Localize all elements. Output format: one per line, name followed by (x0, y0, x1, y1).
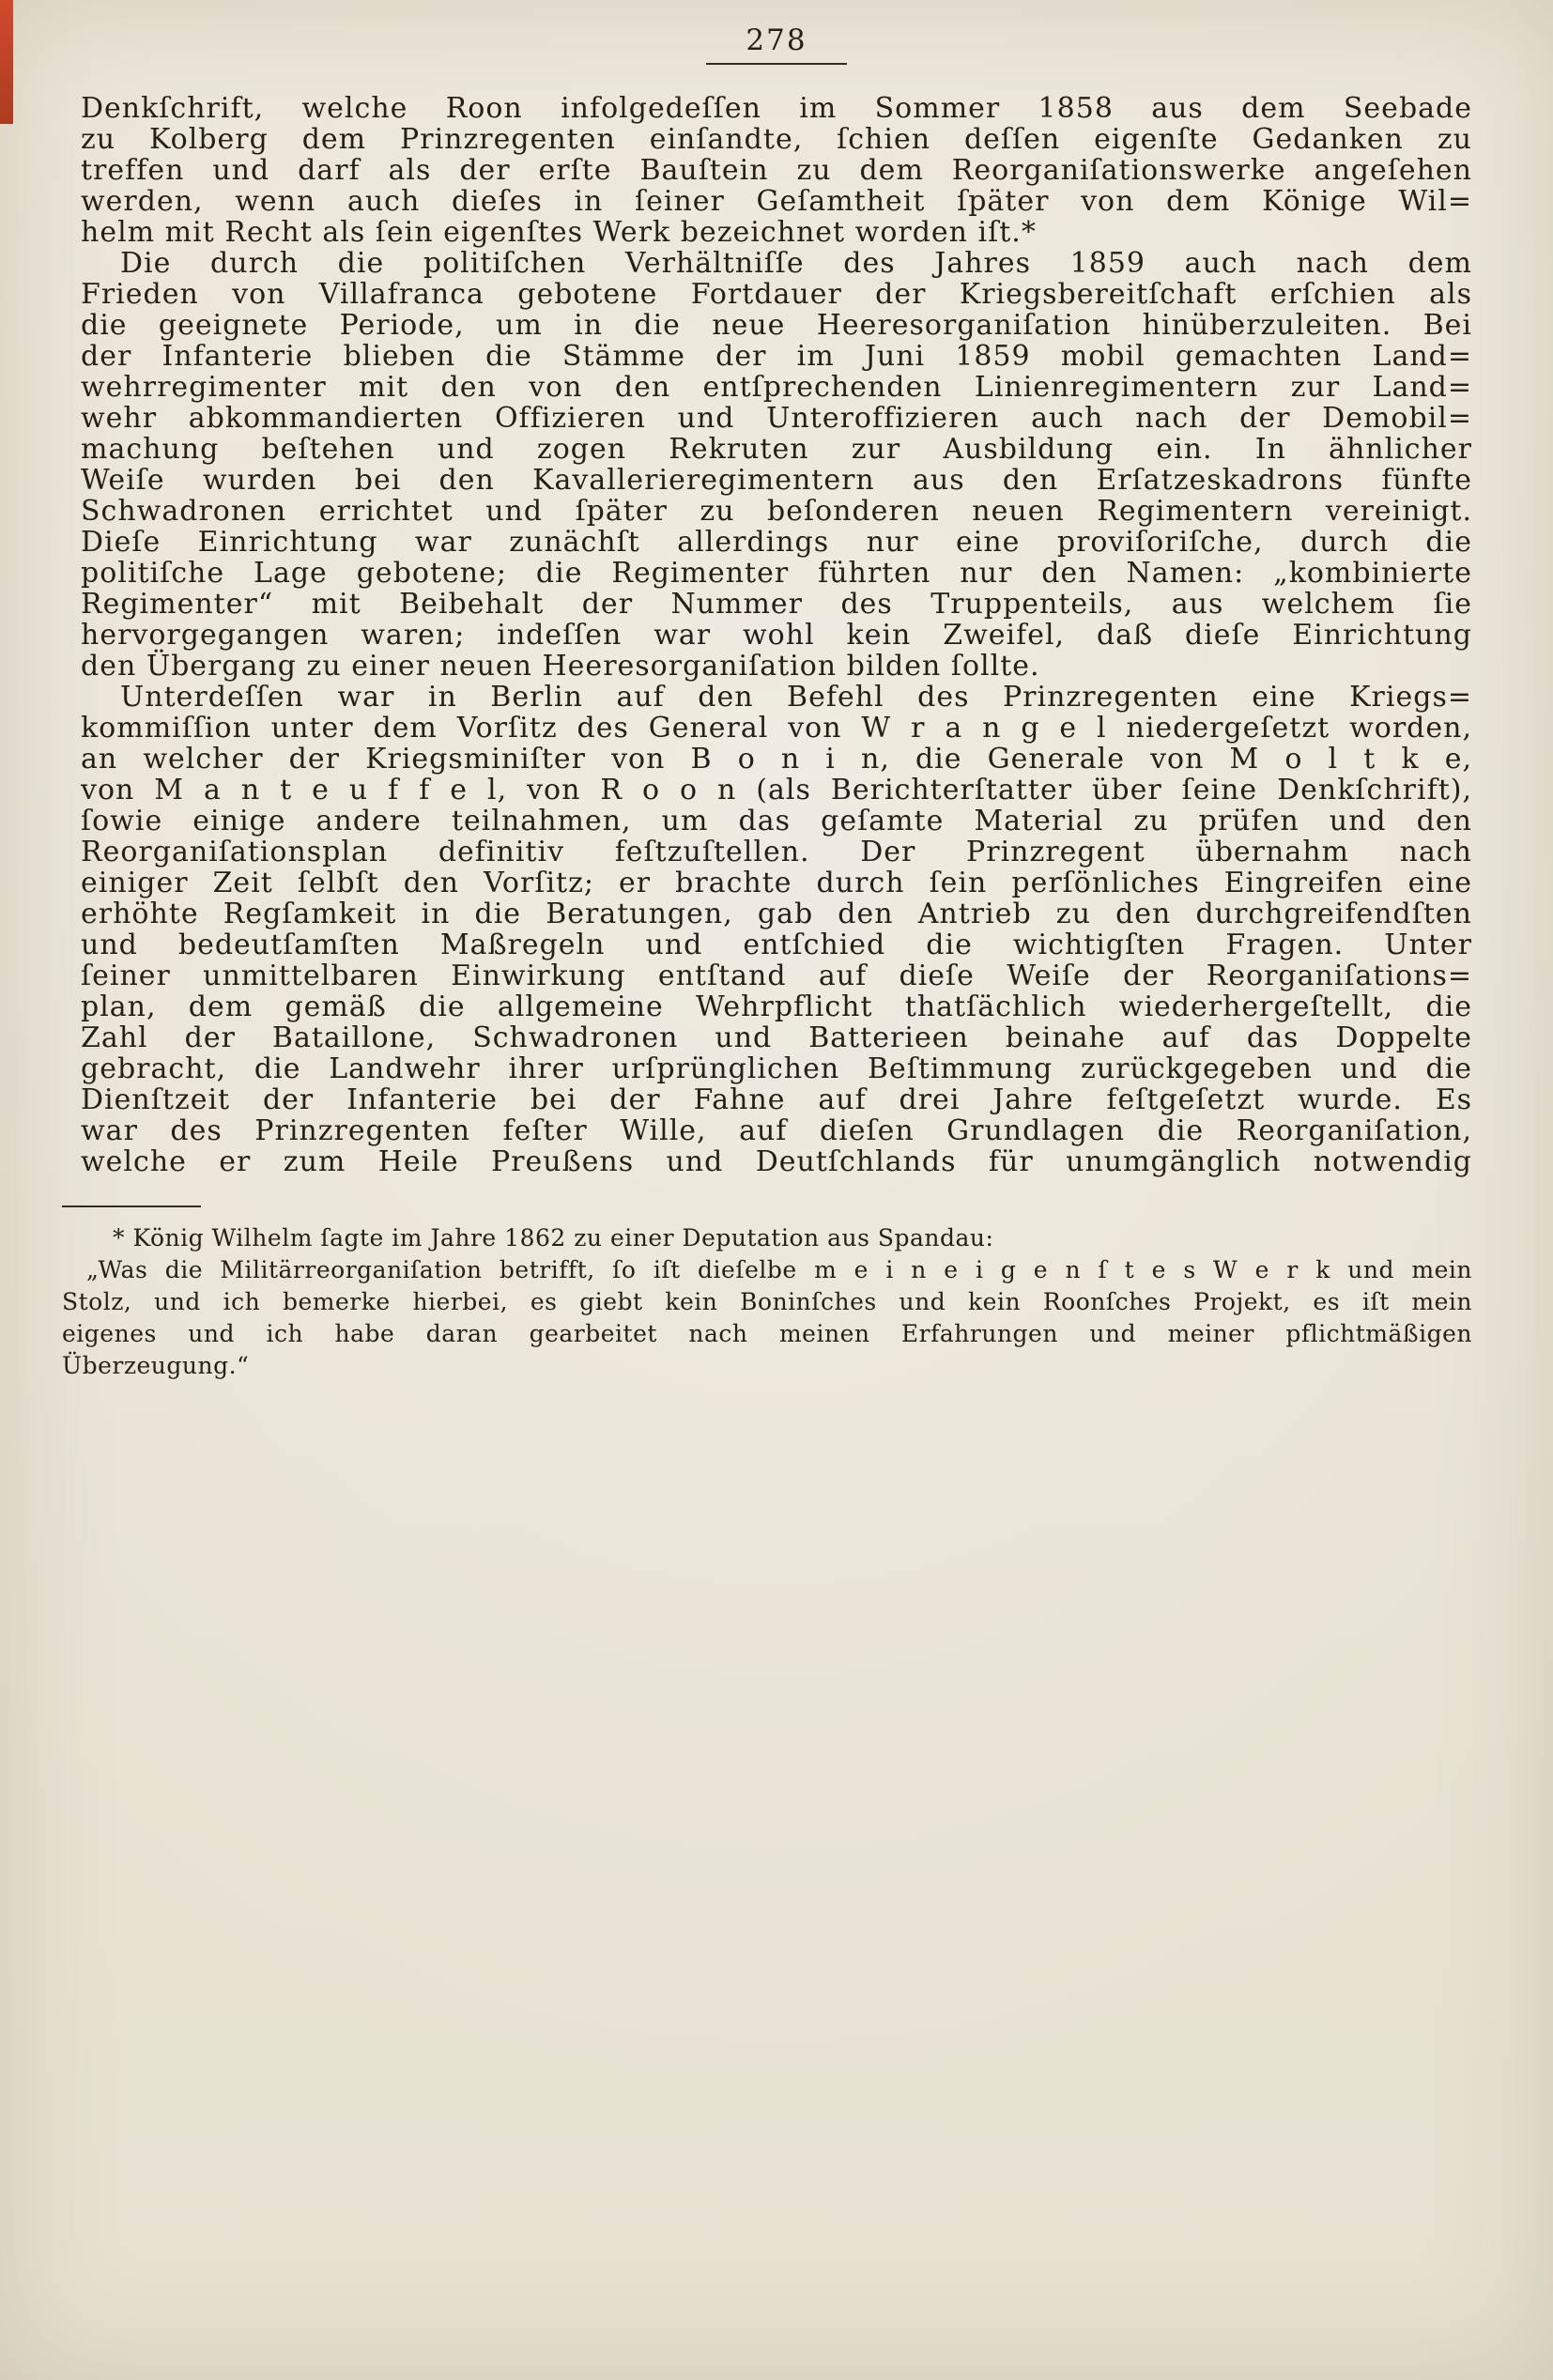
text-line: helm mit Recht als ſein eigenſtes Werk bezeichnet worden iſt.* (81, 216, 1037, 249)
scan-edge-mark (0, 0, 13, 124)
text-line: von M a n t e u f f e l, von R o o n (als Berichterſtatter über ſeine Denkſchrift), (81, 774, 1472, 806)
text-line: Denkſchrift, welche Roon infolgedeſſen im Sommer 1858 aus dem Seebade (81, 92, 1472, 125)
text-line: kommiſſion unter dem Vorſitz des General von W r a n g e l niedergeſetzt worden, (81, 712, 1472, 745)
footnote-line: Stolz, und ich bemerke hierbei, es giebt kein Boninſches und kein Roonſches Projekt, es iſt mein (62, 1288, 1472, 1315)
text-line: die geeignete Periode, um in die neue Heeresorganiſation hinüberzuleiten. Bei (81, 309, 1472, 342)
text-line: Unterdeſſen war in Berlin auf den Befehl des Prinzregenten eine Kriegs= (120, 681, 1472, 714)
page-header (0, 0, 1553, 65)
text-line: hervorgegangen waren; indeſſen war wohl kein Zweifel, daß dieſe Einrichtung (81, 619, 1472, 652)
paragraph-2 (81, 248, 1472, 682)
text-line: wehrregimenter mit den von den entſprechenden Linienregimentern zur Land= (81, 371, 1472, 404)
text-line: war des Prinzregenten feſter Wille, auf dieſen Grundlagen die Reorganiſation, (81, 1114, 1472, 1147)
text-line: Dienſtzeit der Infanterie bei der Fahne auf drei Jahre feſtgeſetzt wurde. Es (81, 1083, 1472, 1116)
footnote-paragraph-1 (62, 1222, 1472, 1254)
paragraph-1 (81, 93, 1472, 248)
footnote-line: * König Wilhelm ſagte im Jahre 1862 zu einer Deputation aus Spandau: (113, 1224, 994, 1251)
text-line: Frieden von Villafranca gebotene Fortdauer der Kriegsbereitſchaft erſchien als (81, 278, 1472, 311)
text-line: Schwadronen errichtet und ſpäter zu beſonderen neuen Regimentern vereinigt. (81, 495, 1472, 528)
text-line: Weiſe wurden bei den Kavallerieregimentern aus den Erſatzeskadrons fünfte (81, 464, 1472, 497)
text-line: zu Kolberg dem Prinzregenten einſandte, ſchien deſſen eigenſte Gedanken zu (81, 123, 1472, 156)
footnote-paragraph-2 (62, 1254, 1472, 1382)
footnote-separator-rule (62, 1205, 201, 1207)
text-line: Die durch die politiſchen Verhältniſſe des Jahres 1859 auch nach dem (120, 247, 1472, 280)
footnote-line: eigenes und ich habe daran gearbeitet nach meinen Erfahrungen und meiner pflichtmäßigen (62, 1320, 1472, 1347)
page-number-rule (706, 63, 847, 65)
text-line: treffen und darf als der erſte Bauſtein zu dem Reorganiſationswerke angeſehen (81, 154, 1472, 187)
text-line: der Infanterie blieben die Stämme der im Juni 1859 mobil gemachten Land= (81, 340, 1472, 373)
text-line: wehr abkommandierten Offizieren und Unteroffizieren auch nach der Demobil= (81, 402, 1472, 435)
footnote-line: „Was die Militärreorganiſation betrifft, ſo iſt dieſelbe m e i n e i g e n ſ t e s W e r k und mein (86, 1256, 1472, 1283)
text-line: politiſche Lage gebotene; die Regimenter führten nur den Namen: „kombinierte (81, 557, 1472, 590)
text-line: Reorganiſationsplan definitiv feſtzuſtellen. Der Prinzregent übernahm nach (81, 836, 1472, 868)
page-number: 278 (746, 23, 807, 57)
text-line: machung beſtehen und zogen Rekruten zur Ausbildung ein. In ähnlicher (81, 433, 1472, 466)
text-line: erhöhte Regſamkeit in die Beratungen, gab den Antrieb zu den durchgreifendſten (81, 898, 1472, 930)
text-line: und bedeutſamſten Maßregeln und entſchied die wichtigſten Fragen. Unter (81, 929, 1472, 961)
text-line: den Übergang zu einer neuen Heeresorganiſation bilden ſollte. (81, 650, 1040, 683)
main-text (81, 93, 1472, 1177)
text-line: Regimenter“ mit Beibehalt der Nummer des Truppenteils, aus welchem ſie (81, 588, 1472, 621)
footnote-line: Überzeugung.“ (62, 1352, 250, 1379)
text-line: ſeiner unmittelbaren Einwirkung entſtand auf dieſe Weiſe der Reorganiſations= (81, 960, 1472, 992)
text-line: einiger Zeit ſelbſt den Vorſitz; er brachte durch ſein perſönliches Eingreifen eine (81, 867, 1472, 899)
footnote (62, 1222, 1472, 1382)
paragraph-3 (81, 682, 1472, 1177)
text-line: gebracht, die Landwehr ihrer urſprünglichen Beſtimmung zurückgegeben und die (81, 1052, 1472, 1085)
text-line: ſowie einige andere teilnahmen, um das geſamte Material zu prüfen und den (81, 805, 1472, 837)
text-line: Dieſe Einrichtung war zunächſt allerdings nur eine proviſoriſche, durch die (81, 526, 1472, 559)
text-line: werden, wenn auch dieſes in ſeiner Geſamtheit ſpäter von dem Könige Wil= (81, 185, 1472, 218)
text-line: Zahl der Bataillone, Schwadronen und Batterieen beinahe auf das Doppelte (81, 1021, 1472, 1054)
text-line: plan, dem gemäß die allgemeine Wehrpflicht thatſächlich wiederhergeſtellt, die (81, 990, 1472, 1023)
text-line: an welcher der Kriegsminiſter von B o n i n, die Generale von M o l t k e, (81, 743, 1472, 775)
text-line: welche er zum Heile Preußens und Deutſchlands für unumgänglich notwendig (81, 1145, 1472, 1178)
